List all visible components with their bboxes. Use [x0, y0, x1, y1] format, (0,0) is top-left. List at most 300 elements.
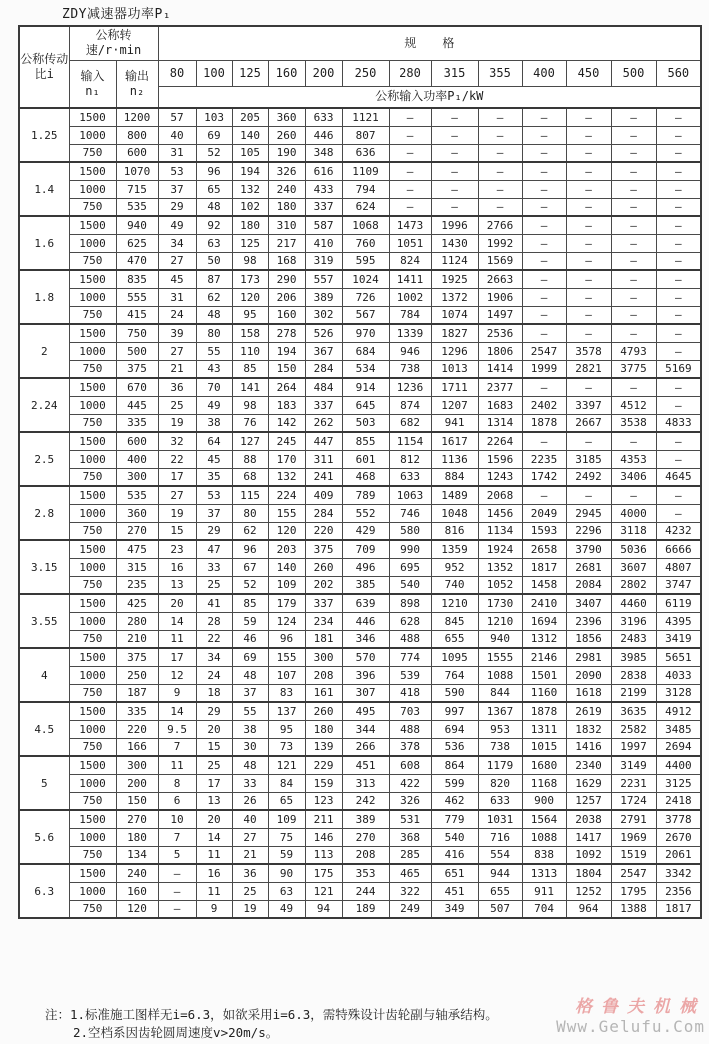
input-speed-cell: 750	[69, 414, 116, 432]
power-value-cell: 1243	[478, 468, 522, 486]
ratio-cell: 1.4	[19, 162, 69, 216]
power-value-cell: 3985	[611, 648, 656, 666]
power-value-cell: 1430	[431, 234, 478, 252]
power-value-cell: 27	[158, 486, 196, 504]
power-value-cell: 37	[232, 684, 268, 702]
speed-header	[69, 26, 158, 60]
power-value-cell: 1817	[656, 900, 701, 918]
power-value-cell: —	[522, 252, 566, 270]
power-value-cell: 695	[389, 558, 431, 576]
power-value-cell: —	[656, 450, 701, 468]
power-value-cell: 900	[522, 792, 566, 810]
power-value-cell: —	[656, 396, 701, 414]
power-value-cell: 41	[196, 594, 232, 612]
power-value-cell: 3747	[656, 576, 701, 594]
power-value-cell: 17	[158, 648, 196, 666]
output-speed-cell: 1070	[116, 162, 158, 180]
power-value-cell: 67	[232, 558, 268, 576]
power-value-cell: 2981	[566, 648, 611, 666]
power-value-cell: 142	[268, 414, 305, 432]
power-value-cell: 285	[389, 846, 431, 864]
power-value-cell: 3419	[656, 630, 701, 648]
power-value-cell: 150	[268, 360, 305, 378]
power-value-cell: 2296	[566, 522, 611, 540]
power-value-cell: 2377	[478, 378, 522, 396]
power-value-cell: —	[522, 288, 566, 306]
power-value-cell: 3185	[566, 450, 611, 468]
power-value-cell: —	[656, 324, 701, 342]
power-value-cell: 27	[158, 342, 196, 360]
power-value-cell: 2547	[611, 864, 656, 882]
table-row	[19, 450, 701, 468]
power-value-cell: 47	[196, 540, 232, 558]
power-value-cell: 59	[268, 846, 305, 864]
power-value-cell: 337	[305, 198, 342, 216]
ratio-cell: 6.3	[19, 864, 69, 918]
table-row	[19, 288, 701, 306]
power-value-cell: 159	[305, 774, 342, 792]
power-value-cell: 1068	[342, 216, 389, 234]
power-value-cell: 137	[268, 702, 305, 720]
power-value-cell: —	[431, 108, 478, 126]
input-speed-cell: 1000	[69, 180, 116, 198]
power-value-cell: 639	[342, 594, 389, 612]
power-value-cell: 98	[232, 396, 268, 414]
power-value-cell: 1694	[522, 612, 566, 630]
power-value-cell: 429	[342, 522, 389, 540]
power-value-cell: 27	[232, 828, 268, 846]
output-speed-cell: 400	[116, 450, 158, 468]
power-value-cell: 1015	[522, 738, 566, 756]
power-value-cell: 30	[232, 738, 268, 756]
input-speed-cell: 1500	[69, 162, 116, 180]
power-value-cell: 14	[158, 702, 196, 720]
output-speed-cell: 270	[116, 522, 158, 540]
power-value-cell: —	[611, 126, 656, 144]
power-value-cell: 1856	[566, 630, 611, 648]
power-value-cell: 624	[342, 198, 389, 216]
power-value-cell: 1024	[342, 270, 389, 288]
table-row	[19, 306, 701, 324]
power-value-cell: —	[611, 324, 656, 342]
power-value-cell: 1999	[522, 360, 566, 378]
power-value-cell: 1618	[566, 684, 611, 702]
power-value-cell: 633	[305, 108, 342, 126]
spec-col-header: 280	[389, 60, 431, 86]
power-value-cell: 1074	[431, 306, 478, 324]
power-value-cell: 62	[232, 522, 268, 540]
speed-header-line1: 公称转	[95, 28, 132, 43]
output-speed-cell: 270	[116, 810, 158, 828]
power-value-cell: 16	[158, 558, 196, 576]
spec-col-header: 200	[305, 60, 342, 86]
power-value-cell: 194	[232, 162, 268, 180]
page-title: ZDY减速器功率P₁	[62, 7, 172, 22]
input-speed-cell: 1000	[69, 558, 116, 576]
power-value-cell: 633	[478, 792, 522, 810]
power-value-cell: 820	[478, 774, 522, 792]
power-value-cell: 349	[431, 900, 478, 918]
power-value-cell: 1372	[431, 288, 478, 306]
power-value-cell: 17	[158, 468, 196, 486]
power-value-cell: 217	[268, 234, 305, 252]
power-value-cell: 346	[342, 630, 389, 648]
table-row	[19, 630, 701, 648]
power-value-cell: 1417	[566, 828, 611, 846]
power-value-cell: 389	[305, 288, 342, 306]
power-value-cell: 2410	[522, 594, 566, 612]
power-value-cell: 507	[478, 900, 522, 918]
ratio-cell: 3.15	[19, 540, 69, 594]
power-value-cell: 38	[196, 414, 232, 432]
power-value-cell: 451	[342, 756, 389, 774]
power-value-cell: 124	[268, 612, 305, 630]
power-value-cell: 127	[232, 432, 268, 450]
power-value-cell: 3397	[566, 396, 611, 414]
power-value-cell: 952	[431, 558, 478, 576]
power-value-cell: 28	[196, 612, 232, 630]
power-value-cell: 1593	[522, 522, 566, 540]
power-value-cell: 488	[389, 630, 431, 648]
table-row	[19, 360, 701, 378]
power-value-cell: 202	[305, 576, 342, 594]
power-value-cell: —	[522, 234, 566, 252]
input-speed-cell: 750	[69, 144, 116, 162]
power-value-cell: 1878	[522, 414, 566, 432]
power-value-cell: 3342	[656, 864, 701, 882]
power-value-cell: 63	[268, 882, 305, 900]
spec-col-header: 250	[342, 60, 389, 86]
power-value-cell: 2402	[522, 396, 566, 414]
power-value-cell: 1236	[389, 378, 431, 396]
power-value-cell: —	[431, 162, 478, 180]
power-value-cell: 2802	[611, 576, 656, 594]
power-value-cell: 9	[158, 684, 196, 702]
power-value-cell: —	[611, 144, 656, 162]
power-value-cell: 266	[342, 738, 389, 756]
power-value-cell: 75	[268, 828, 305, 846]
power-value-cell: 422	[389, 774, 431, 792]
power-value-cell: 110	[232, 342, 268, 360]
output-speed-cell: 300	[116, 468, 158, 486]
power-value-cell: 95	[232, 306, 268, 324]
table-body	[19, 108, 701, 918]
power-value-cell: 704	[522, 900, 566, 918]
power-value-cell: 36	[232, 864, 268, 882]
power-value-cell: 155	[268, 648, 305, 666]
power-value-cell: 1680	[522, 756, 566, 774]
input-speed-cell: 750	[69, 684, 116, 702]
power-value-cell: 348	[305, 144, 342, 162]
power-value-cell: 554	[478, 846, 522, 864]
power-value-cell: 64	[196, 432, 232, 450]
power-value-cell: —	[478, 144, 522, 162]
power-value-cell: 48	[232, 756, 268, 774]
table-row	[19, 504, 701, 522]
table-row	[19, 540, 701, 558]
power-value-cell: 5	[158, 846, 196, 864]
power-value-cell: —	[611, 288, 656, 306]
power-value-cell: 1997	[611, 738, 656, 756]
power-value-cell: 1257	[566, 792, 611, 810]
watermark	[556, 997, 705, 1037]
power-value-cell: 2667	[566, 414, 611, 432]
power-value-cell: 6	[158, 792, 196, 810]
power-value-cell: 31	[158, 288, 196, 306]
power-value-cell: 864	[431, 756, 478, 774]
power-value-cell: 4232	[656, 522, 701, 540]
power-value-cell: —	[566, 216, 611, 234]
output-speed-header	[116, 60, 158, 108]
power-value-cell: 570	[342, 648, 389, 666]
power-value-cell: 488	[389, 720, 431, 738]
power-value-cell: 290	[268, 270, 305, 288]
table-row	[19, 702, 701, 720]
power-value-cell: —	[478, 126, 522, 144]
power-value-cell: 807	[342, 126, 389, 144]
power-value-cell: 4912	[656, 702, 701, 720]
table-row	[19, 846, 701, 864]
power-value-cell: 824	[389, 252, 431, 270]
power-value-cell: 3790	[566, 540, 611, 558]
input-speed-cell: 750	[69, 306, 116, 324]
power-value-cell: 2663	[478, 270, 522, 288]
power-value-cell: —	[656, 432, 701, 450]
power-value-cell: 69	[232, 648, 268, 666]
power-value-cell: 1906	[478, 288, 522, 306]
power-value-cell: 1617	[431, 432, 478, 450]
power-value-cell: 4807	[656, 558, 701, 576]
power-value-cell: 844	[478, 684, 522, 702]
input-speed-cell: 1000	[69, 882, 116, 900]
power-value-cell: —	[158, 882, 196, 900]
power-value-cell: 113	[305, 846, 342, 864]
power-value-cell: 203	[268, 540, 305, 558]
power-value-cell: 1804	[566, 864, 611, 882]
power-value-cell: 3128	[656, 684, 701, 702]
power-value-cell: 25	[196, 576, 232, 594]
table-row	[19, 198, 701, 216]
output-speed-cell: 750	[116, 324, 158, 342]
power-value-cell: 313	[342, 774, 389, 792]
power-value-cell: 694	[431, 720, 478, 738]
power-value-cell: 21	[158, 360, 196, 378]
power-value-cell: 132	[232, 180, 268, 198]
output-speed-cell: 360	[116, 504, 158, 522]
power-value-cell: —	[566, 162, 611, 180]
input-speed-cell: 1500	[69, 540, 116, 558]
input-speed-cell: 1000	[69, 666, 116, 684]
power-value-cell: 2582	[611, 720, 656, 738]
power-value-cell: 141	[232, 378, 268, 396]
power-value-cell: 65	[196, 180, 232, 198]
output-speed-cell: 625	[116, 234, 158, 252]
power-table-container	[18, 25, 702, 919]
power-value-cell: 48	[232, 666, 268, 684]
power-value-cell: 990	[389, 540, 431, 558]
power-value-cell: 5651	[656, 648, 701, 666]
ratio-cell: 2	[19, 324, 69, 378]
power-value-cell: 2038	[566, 810, 611, 828]
table-row	[19, 756, 701, 774]
spec-col-header: 160	[268, 60, 305, 86]
power-value-cell: 2483	[611, 630, 656, 648]
input-speed-cell: 1500	[69, 594, 116, 612]
power-value-cell: 703	[389, 702, 431, 720]
table-row	[19, 414, 701, 432]
input-speed-cell: 1500	[69, 378, 116, 396]
power-value-cell: 20	[196, 810, 232, 828]
power-value-cell: 1179	[478, 756, 522, 774]
power-value-cell: —	[611, 270, 656, 288]
input-speed-cell: 1000	[69, 234, 116, 252]
power-value-cell: 760	[342, 234, 389, 252]
spec-col-header: 100	[196, 60, 232, 86]
input-speed-cell: 1000	[69, 720, 116, 738]
power-value-cell: 39	[158, 324, 196, 342]
power-value-cell: 601	[342, 450, 389, 468]
power-value-cell: 5169	[656, 360, 701, 378]
power-value-cell: 970	[342, 324, 389, 342]
power-value-cell: 636	[342, 144, 389, 162]
power-value-cell: 140	[232, 126, 268, 144]
power-value-cell: 587	[305, 216, 342, 234]
power-value-cell: 608	[389, 756, 431, 774]
input-speed-cell: 750	[69, 198, 116, 216]
power-value-cell: 1092	[566, 846, 611, 864]
input-speed-cell: 1500	[69, 216, 116, 234]
power-value-cell: 1134	[478, 522, 522, 540]
table-row	[19, 648, 701, 666]
power-value-cell: 13	[158, 576, 196, 594]
power-value-cell: 367	[305, 342, 342, 360]
power-value-cell: 682	[389, 414, 431, 432]
power-value-cell: 84	[268, 774, 305, 792]
power-value-cell: 140	[268, 558, 305, 576]
power-value-cell: 194	[268, 342, 305, 360]
power-value-cell: 32	[158, 432, 196, 450]
power-value-cell: 8	[158, 774, 196, 792]
input-speed-cell: 750	[69, 738, 116, 756]
power-value-cell: 179	[268, 594, 305, 612]
power-value-cell: 180	[305, 720, 342, 738]
power-value-cell: 121	[305, 882, 342, 900]
power-value-cell: —	[611, 108, 656, 126]
power-value-cell: 245	[268, 432, 305, 450]
power-value-cell: 109	[268, 810, 305, 828]
power-value-cell: —	[431, 126, 478, 144]
output-speed-cell: 1200	[116, 108, 158, 126]
power-value-cell: 740	[431, 576, 478, 594]
power-value-cell: —	[611, 252, 656, 270]
power-value-cell: 552	[342, 504, 389, 522]
power-value-cell: 326	[389, 792, 431, 810]
power-value-cell: 1924	[478, 540, 522, 558]
power-value-cell: 1564	[522, 810, 566, 828]
table-row	[19, 792, 701, 810]
power-value-cell: 103	[196, 108, 232, 126]
power-value-cell: —	[656, 108, 701, 126]
power-value-cell: —	[611, 234, 656, 252]
power-value-cell: —	[158, 864, 196, 882]
power-value-cell: 73	[268, 738, 305, 756]
input-speed-cell: 1000	[69, 828, 116, 846]
input-speed-header	[69, 60, 116, 108]
input-speed-cell: 1000	[69, 342, 116, 360]
table-row	[19, 468, 701, 486]
power-value-cell: 13	[196, 792, 232, 810]
power-value-cell: 1711	[431, 378, 478, 396]
power-value-cell: 2061	[656, 846, 701, 864]
power-value-cell: 76	[232, 414, 268, 432]
power-value-cell: 63	[196, 234, 232, 252]
power-value-cell: 855	[342, 432, 389, 450]
power-value-cell: —	[656, 342, 701, 360]
power-value-cell: 18	[196, 684, 232, 702]
power-value-cell: 4353	[611, 450, 656, 468]
input-speed-cell: 750	[69, 360, 116, 378]
power-value-cell: 38	[232, 720, 268, 738]
power-value-cell: 1501	[522, 666, 566, 684]
power-value-cell: 468	[342, 468, 389, 486]
output-speed-cell: 315	[116, 558, 158, 576]
spec-col-header: 400	[522, 60, 566, 86]
power-value-cell: 1352	[478, 558, 522, 576]
input-speed-cell: 1500	[69, 486, 116, 504]
ratio-cell: 1.6	[19, 216, 69, 270]
power-value-cell: 95	[268, 720, 305, 738]
power-value-cell: 181	[305, 630, 342, 648]
power-value-cell: 816	[431, 522, 478, 540]
power-value-cell: 16	[196, 864, 232, 882]
power-value-cell: 616	[305, 162, 342, 180]
power-value-cell: 59	[232, 612, 268, 630]
power-value-cell: 160	[268, 306, 305, 324]
power-value-cell: 684	[342, 342, 389, 360]
power-value-cell: 3407	[566, 594, 611, 612]
power-value-cell: 3607	[611, 558, 656, 576]
power-value-cell: —	[566, 306, 611, 324]
table-row	[19, 900, 701, 918]
ratio-header	[19, 26, 69, 108]
power-value-cell: 1724	[611, 792, 656, 810]
power-value-cell: 240	[268, 180, 305, 198]
power-value-cell: 173	[232, 270, 268, 288]
power-value-cell: 368	[389, 828, 431, 846]
spec-col-header: 560	[656, 60, 701, 86]
power-value-cell: 709	[342, 540, 389, 558]
power-value-cell: 9	[196, 900, 232, 918]
input-speed-cell: 750	[69, 468, 116, 486]
power-value-cell: —	[389, 108, 431, 126]
table-row	[19, 684, 701, 702]
power-value-cell: 1339	[389, 324, 431, 342]
output-speed-cell: 150	[116, 792, 158, 810]
power-value-cell: 2681	[566, 558, 611, 576]
power-value-cell: 2670	[656, 828, 701, 846]
power-value-cell: 1473	[389, 216, 431, 234]
power-value-cell: 52	[196, 144, 232, 162]
output-speed-cell: 250	[116, 666, 158, 684]
output-speed-cell: 120	[116, 900, 158, 918]
power-value-cell: —	[566, 126, 611, 144]
power-value-cell: 46	[232, 630, 268, 648]
power-value-cell: 599	[431, 774, 478, 792]
ratio-header-line2: 比i	[34, 67, 54, 81]
power-value-cell: 2619	[566, 702, 611, 720]
input-speed-cell: 1500	[69, 324, 116, 342]
output-speed-cell: 535	[116, 486, 158, 504]
